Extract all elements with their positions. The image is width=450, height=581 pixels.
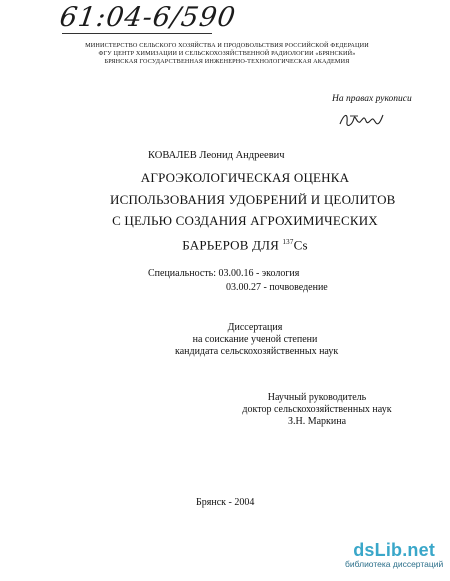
- ministry-line: МИНИСТЕРСТВО СЕЛЬСКОГО ХОЗЯЙСТВА И ПРОДОВОЛЬСТВИЯ РОССИЙСКОЙ ФЕДЕРАЦИИ: [85, 42, 369, 49]
- title-line-1: АГРОЭКОЛОГИЧЕСКАЯ ОЦЕНКА: [140, 170, 350, 185]
- city-year: Брянск - 2004: [196, 497, 255, 508]
- academy-line: БРЯНСКАЯ ГОСУДАРСТВЕННАЯ ИНЖЕНЕРНО-ТЕХНОЛОГИЧЕСКАЯ АКАДЕМИЯ: [104, 58, 350, 66]
- watermark-caption: библиотека диссертаций: [345, 559, 444, 569]
- specialty-line-1: Специальность: 03.00.16 - экология: [148, 268, 300, 279]
- specialty-line-2: 03.00.27 - почвоведение: [226, 282, 328, 293]
- isotope-mass-number: 137: [282, 237, 294, 246]
- supervisor-role: Научный руководитель: [267, 392, 367, 403]
- degree-line-2: на соискание ученой степени: [192, 334, 318, 345]
- title-line-3: С ЦЕЛЬЮ СОЗДАНИЯ АГРОХИМИЧЕСКИХ: [112, 213, 378, 228]
- supervisor-degree: доктор сельскохозяйственных наук: [242, 404, 392, 415]
- scientific-supervisor: [232, 392, 402, 428]
- center-line: ФГУ ЦЕНТР ХИМИЗАЦИИ И СЕЛЬСКОХОЗЯЙСТВЕННОЙ РАДИОЛОГИИ «БРЯНСКИЙ»: [98, 50, 356, 58]
- degree-line-3: кандидата сельскохозяйственных наук: [175, 346, 339, 357]
- author-name: КОВАЛЕВ Леонид Андреевич: [148, 150, 285, 161]
- dslib-watermark-logo: [345, 540, 443, 569]
- handwritten-underline: [62, 33, 212, 34]
- title-line-4-prefix: БАРЬЕРОВ ДЛЯ: [182, 236, 283, 252]
- isotope-symbol: Cs: [293, 236, 308, 252]
- institution-header: [62, 42, 392, 67]
- handwritten-signature: [338, 106, 384, 132]
- degree-statement: [175, 322, 339, 358]
- supervisor-name: З.Н. Маркина: [287, 416, 347, 427]
- manuscript-rights-note: На правах рукописи: [332, 94, 412, 104]
- title-line-2: ИСПОЛЬЗОВАНИЯ УДОБРЕНИЙ И ЦЕОЛИТОВ: [110, 191, 396, 207]
- title-line-4: [110, 232, 380, 256]
- handwritten-archive-number: 61:04-6/590: [57, 2, 238, 33]
- degree-line-1: Диссертация: [227, 322, 283, 333]
- dissertation-title: [110, 167, 396, 255]
- watermark-brand: dsLib.net: [353, 540, 436, 560]
